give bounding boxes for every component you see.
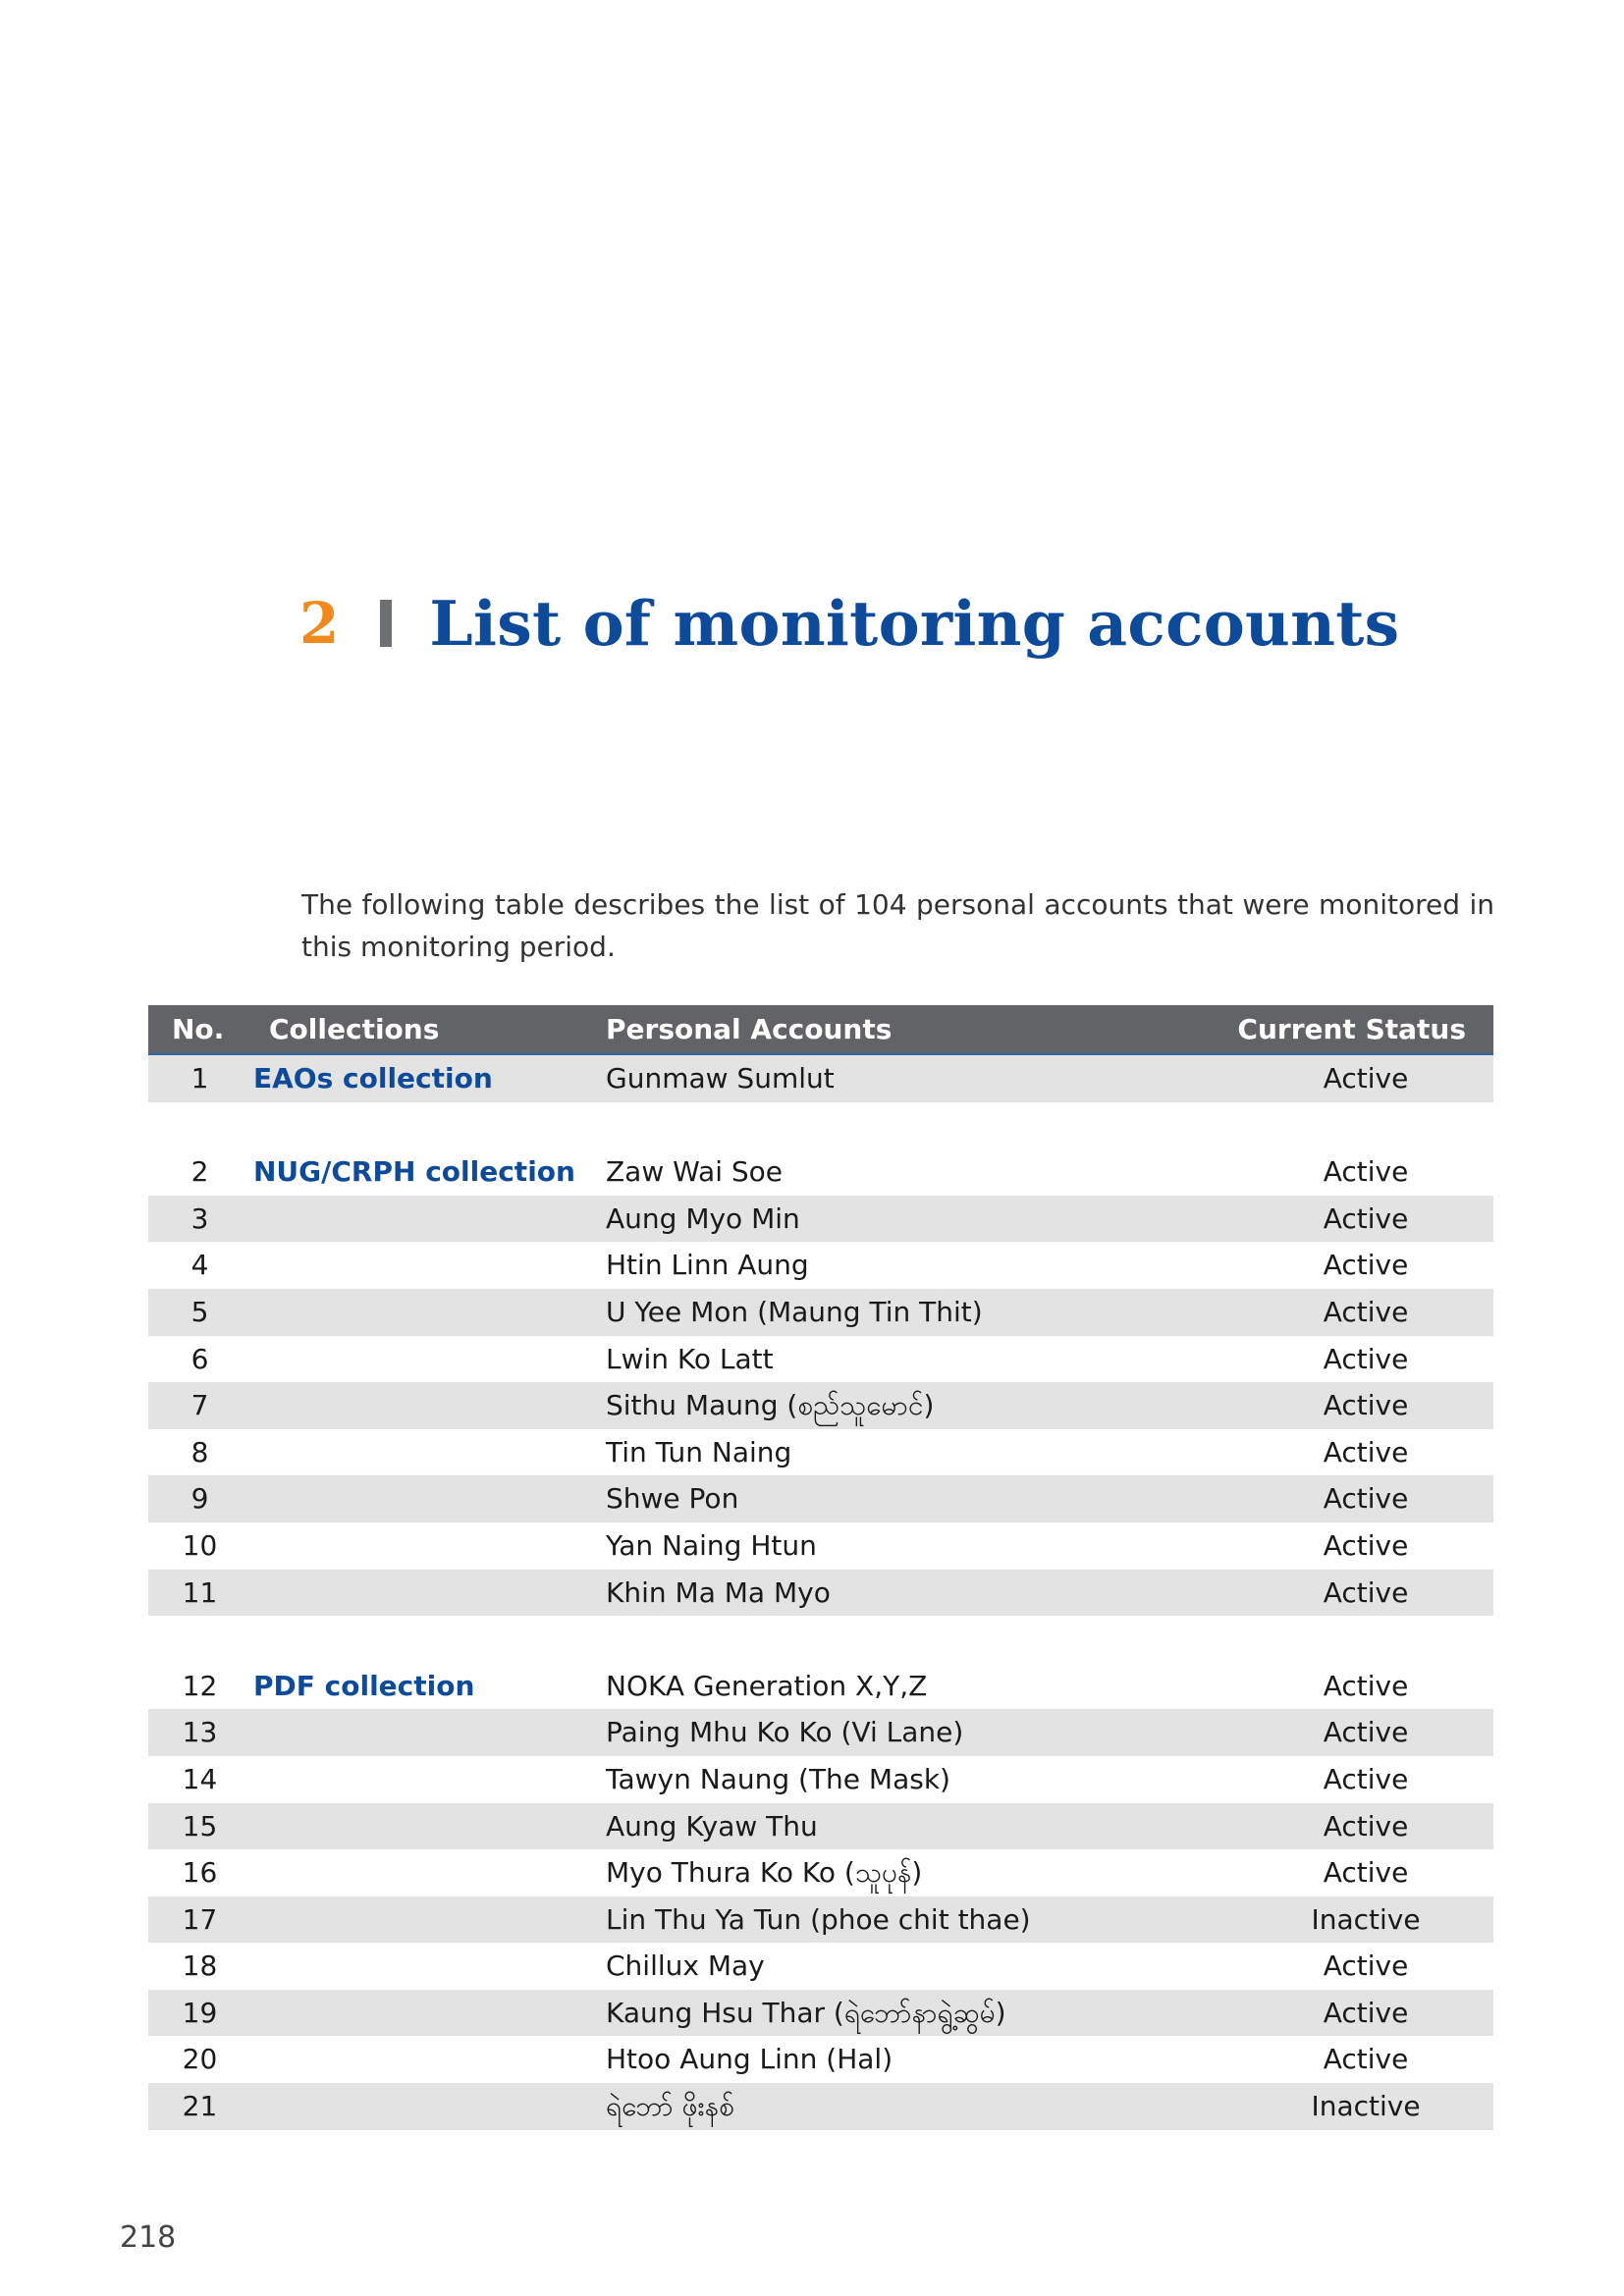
intro-paragraph: The following table describes the list of 104 personal accounts that were monitored in this monitoring period. — [301, 888, 1494, 963]
row-collection: NUG/CRPH collection — [253, 1155, 575, 1189]
row-status: Active — [1323, 1249, 1409, 1282]
row-personal-account: Paing Mhu Ko Ko (Vi Lane) — [606, 1716, 964, 1749]
row-number: 20 — [182, 2043, 218, 2076]
row-personal-account: U Yee Mon (Maung Tin Thit) — [606, 1295, 983, 1328]
row-status: Active — [1323, 1062, 1409, 1095]
row-status: Active — [1323, 1155, 1409, 1189]
row-personal-account: Sithu Maung (စည်သူမောင်) — [606, 1389, 935, 1422]
row-personal-account: Chillux May — [606, 1949, 765, 1983]
row-status: Inactive — [1311, 2090, 1421, 2123]
row-number: 5 — [190, 1295, 209, 1328]
monitoring-accounts-table — [148, 1005, 1493, 2130]
row-number: 12 — [182, 1669, 218, 1702]
row-status: Inactive — [1311, 1902, 1421, 1936]
row-personal-account: Zaw Wai Soe — [606, 1155, 784, 1189]
row-status: Active — [1323, 1201, 1409, 1235]
row-personal-account: Tawyn Naung (The Mask) — [606, 1762, 950, 1795]
row-number: 7 — [190, 1389, 209, 1422]
row-personal-account: Gunmaw Sumlut — [606, 1062, 835, 1095]
row-personal-account: Htin Linn Aung — [606, 1249, 809, 1282]
table-row — [148, 1849, 1493, 1896]
section-title: List of monitoring accounts — [429, 587, 1400, 660]
row-personal-account: Kaung Hsu Thar (ရဲဘော်နာရွဲ့ဆွမ်) — [606, 1996, 1006, 2029]
row-collection: PDF collection — [253, 1669, 475, 1702]
row-personal-account: Aung Kyaw Thu — [606, 1809, 818, 1842]
row-number: 13 — [182, 1716, 218, 1749]
row-status: Active — [1323, 1435, 1409, 1468]
table-row — [148, 1663, 1493, 1710]
row-personal-account: Tin Tun Naing — [606, 1435, 792, 1468]
row-personal-account: ရဲဘော် ဖိုးနစ် — [606, 2090, 734, 2123]
row-status: Active — [1323, 1809, 1409, 1842]
row-status: Active — [1323, 1716, 1409, 1749]
page-number: 218 — [120, 2220, 177, 2255]
row-personal-account: NOKA Generation X,Y,Z — [606, 1669, 928, 1702]
row-personal-account: Myo Thura Ko Ko (သူပုန်) — [606, 1856, 923, 1890]
row-personal-account: Shwe Pon — [606, 1482, 739, 1516]
table-row — [148, 1990, 1493, 2037]
table-row — [148, 1055, 1493, 1102]
table-row — [148, 1148, 1493, 1196]
table-row — [148, 1242, 1493, 1289]
table-row — [148, 1522, 1493, 1570]
row-status: Active — [1323, 1856, 1409, 1890]
row-personal-account: Lwin Ko Latt — [606, 1342, 774, 1375]
row-number: 17 — [182, 1902, 218, 1936]
row-number: 19 — [182, 1996, 218, 2029]
table-row — [148, 1709, 1493, 1756]
table-row — [148, 1196, 1493, 1243]
row-personal-account: Yan Naing Htun — [606, 1528, 817, 1562]
row-number: 14 — [182, 1762, 218, 1795]
row-status: Active — [1323, 1669, 1409, 1702]
row-personal-account: Htoo Aung Linn (Hal) — [606, 2043, 893, 2076]
section-number: 2 — [299, 590, 340, 657]
row-collection: EAOs collection — [253, 1062, 493, 1095]
row-status: Active — [1323, 1949, 1409, 1983]
header-current-status: Current Status — [1237, 1013, 1466, 1045]
heading-separator — [380, 600, 392, 647]
row-number: 3 — [190, 1201, 209, 1235]
row-status: Active — [1323, 1482, 1409, 1516]
row-personal-account: Lin Thu Ya Tun (phoe chit thae) — [606, 1902, 1031, 1936]
row-number: 10 — [182, 1528, 218, 1562]
row-number: 15 — [182, 1809, 218, 1842]
header-personal-accounts: Personal Accounts — [606, 1013, 893, 1045]
table-header-row — [148, 1005, 1493, 1055]
table-row — [148, 1756, 1493, 1803]
row-number: 8 — [190, 1435, 209, 1468]
table-row — [148, 2036, 1493, 2083]
row-status: Active — [1323, 1575, 1409, 1609]
table-row — [148, 2083, 1493, 2130]
table-row — [148, 1570, 1493, 1617]
table-spacer-row — [148, 1616, 1493, 1663]
table-spacer-row — [148, 1102, 1493, 1149]
row-number: 2 — [190, 1155, 209, 1189]
table-row — [148, 1943, 1493, 1990]
row-number: 11 — [182, 1575, 218, 1609]
row-personal-account: Khin Ma Ma Myo — [606, 1575, 831, 1609]
row-status: Active — [1323, 1295, 1409, 1328]
row-status: Active — [1323, 1762, 1409, 1795]
row-status: Active — [1323, 1389, 1409, 1422]
table-row — [148, 1289, 1493, 1336]
table-row — [148, 1382, 1493, 1429]
table-row — [148, 1336, 1493, 1383]
table-body — [148, 1055, 1493, 2130]
table-row — [148, 1475, 1493, 1522]
header-no: No. — [172, 1013, 225, 1045]
table-row — [148, 1429, 1493, 1476]
row-number: 16 — [182, 1856, 218, 1890]
row-status: Active — [1323, 1342, 1409, 1375]
row-status: Active — [1323, 2043, 1409, 2076]
row-number: 9 — [190, 1482, 209, 1516]
table-row — [148, 1896, 1493, 1944]
row-number: 4 — [190, 1249, 209, 1282]
row-personal-account: Aung Myo Min — [606, 1201, 800, 1235]
row-number: 21 — [182, 2090, 218, 2123]
section-heading — [299, 579, 1399, 667]
row-number: 1 — [190, 1062, 209, 1095]
table-row — [148, 1803, 1493, 1850]
header-collections: Collections — [269, 1013, 440, 1045]
row-status: Active — [1323, 1996, 1409, 2029]
row-number: 18 — [182, 1949, 218, 1983]
row-status: Active — [1323, 1528, 1409, 1562]
row-number: 6 — [190, 1342, 209, 1375]
